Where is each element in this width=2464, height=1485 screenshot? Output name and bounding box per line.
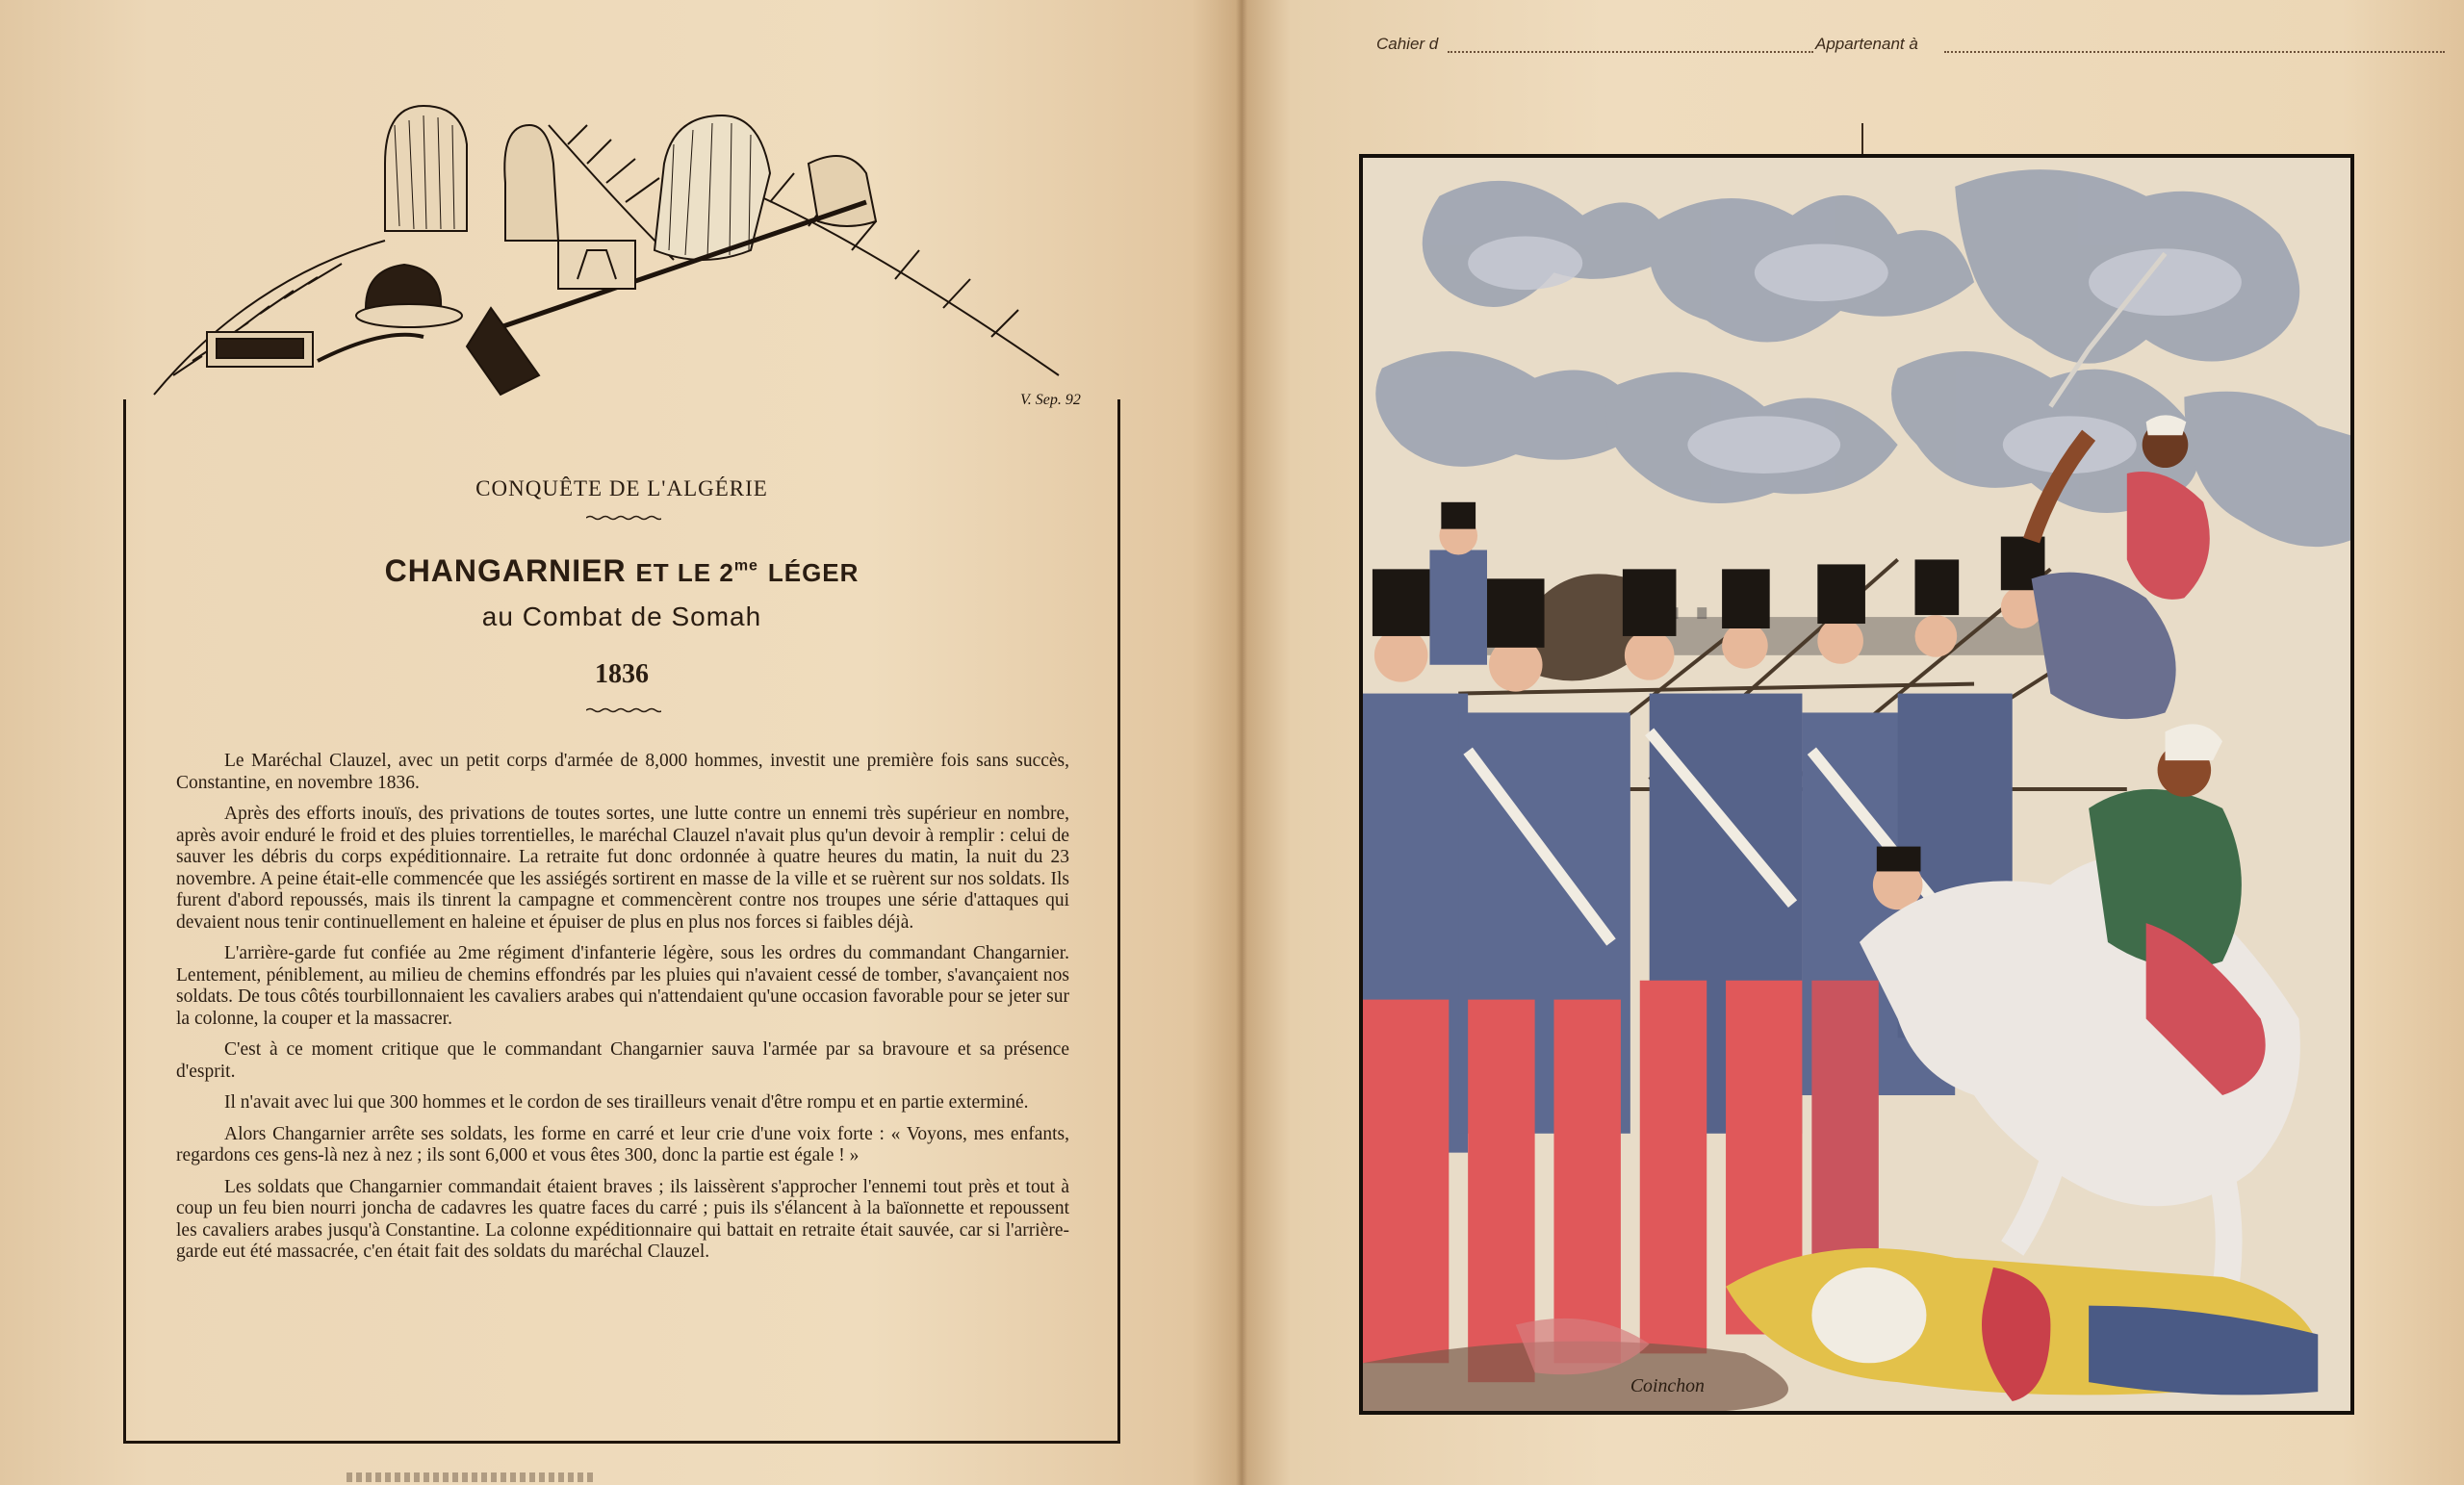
paragraph: Il n'avait avec lui que 300 hommes et le cordon de ses tirailleurs venait d'être rompu et en partie exterminé. <box>224 1092 1029 1113</box>
footer-print-mark <box>346 1472 597 1482</box>
book-gutter <box>1236 0 1247 1485</box>
paragraph: Le Maréchal Clauzel, avec un petit corps d'armée de 8,000 hommes, investit une première fois sans succès, Constantine, en novembre 1836. <box>176 751 1069 793</box>
paragraph: Les soldats que Changarnier commandait étaient braves ; ils laissèrent s'approcher l'ennemi tout près et tout à coup un feu bien nourri jonchа de cadavres les quatre faces du carré ; puis ils s'élancent à la baïonnette et repoussent les cavaliers arabes jusqu'à Constantine. La colonne expéditionnaire qui battait en retraite était sauvée, car si l'arrière-garde eut été massacrée, c'en était fait des soldats du maréchal Clauzel. <box>176 1176 1069 1262</box>
squiggle-divider <box>586 515 661 521</box>
section-supertitle: CONQUÊTE DE L'ALGÉRIE <box>475 476 768 500</box>
appartenant-label: Appartenant à <box>1815 35 1918 53</box>
squiggle-divider <box>586 707 661 713</box>
cahier-label: Cahier d <box>1376 35 1439 53</box>
paragraph: C'est à ce moment critique que le commandant Changarnier sauva l'armée par sa bravoure et sa présence d'esprit. <box>176 1039 1069 1082</box>
title-connector: ET LE 2 <box>635 558 734 587</box>
title-regiment: LÉGER <box>767 558 860 587</box>
title-name: CHANGARNIER <box>384 553 627 588</box>
article-title <box>126 553 1117 589</box>
appartenant-write-line[interactable] <box>1944 51 2445 53</box>
paragraph: Alors Changarnier arrête ses soldats, les forme en carré et leur crie d'une voix forte : « Voyons, mes enfants, regardons ces gens-là nez à nez ; ils sont 6,000 et vous êtes 300, donc la partie est égale ! » <box>176 1123 1069 1165</box>
article-body <box>176 751 1069 1273</box>
article-frame <box>123 399 1120 1444</box>
battle-illustration-icon <box>1359 154 2354 1415</box>
cahier-write-line[interactable] <box>1448 51 1813 53</box>
vignette-signature: V. Sep. 92 <box>1020 392 1081 408</box>
paragraph: L'arrière-garde fut confiée au 2me régiment d'infanterie légère, sous les ordres du commandant Changarnier. Lentement, péniblement, au milieu de chemins effondrés par les pluies qui n'avaient cessé de tomber, s'avançaient nos soldats. De tous côtés tourbillonnaient les cavaliers arabes qui n'attendaient qu'une occasion favorable pour se jeter sur la colonne, la couper et la massacrer. <box>176 943 1069 1029</box>
article-year: 1836 <box>595 659 649 689</box>
title-superscript: me <box>733 557 758 575</box>
illustration-signature: Coinchon <box>1630 1375 1706 1397</box>
owner-header <box>1376 35 2445 64</box>
article-subtitle: au Combat de Somah <box>481 602 762 631</box>
paragraph: Après des efforts inouïs, des privations de toutes sortes, une lutte contre un ennemi très supérieur en nombre, après avoir enduré le froid et des pluies torrentielles, le maréchal Clauzel n'avait plus qu'un devoir à remplir : celui de sauver les débris du corps expéditionnaire. La retraite fut donc ordonnée à quatre heures du matin, la nuit du 23 novembre. A peine était-elle commencée que les assiégés sortirent en masse de la ville et se ruèrent sur nos soldats. Ils furent d'abord repoussés, mais ils tinrent la campagne et commencèrent contre nos troupes une série d'attaques qui devaient nous tenir continuellement en haleine et épuiser de plus en plus nos forces si faibles déjà. <box>176 804 1069 933</box>
trophy-vignette-icon <box>135 87 1136 419</box>
center-tick-mark <box>1861 123 1863 158</box>
